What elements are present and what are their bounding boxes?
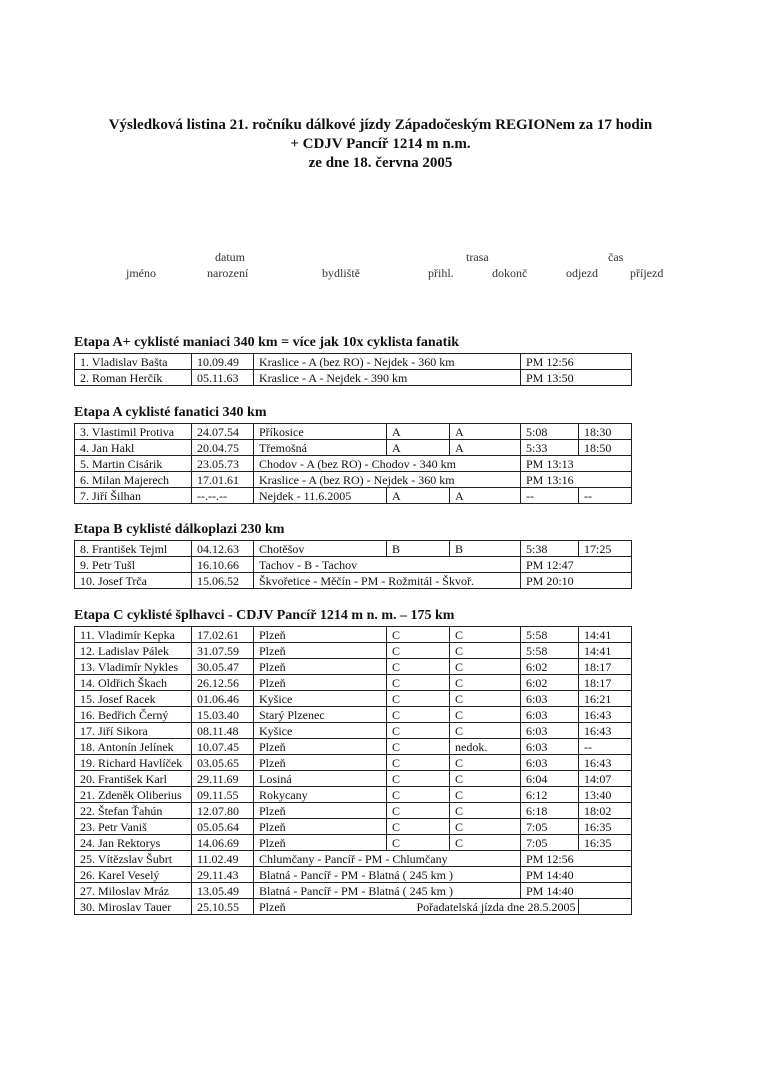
cell-born: 29.11.69	[192, 771, 254, 787]
header-datum: datum	[215, 250, 245, 264]
cell-place: Plzeň	[254, 899, 387, 915]
cell-born: 11.02.49	[192, 851, 254, 867]
cell-prijezd: 16:35	[579, 835, 632, 851]
header-odjezd: odjezd	[566, 266, 598, 280]
cell-prihl: A	[387, 488, 450, 504]
cell-name: 2. Roman Herčík	[75, 370, 192, 386]
cell-prijezd: 16:43	[579, 755, 632, 771]
header-cas: čas	[608, 250, 624, 264]
table-row	[75, 835, 632, 851]
table-row	[75, 899, 632, 915]
cell-name: 9. Petr Tušl	[75, 557, 192, 573]
header-prijezd: příjezd	[630, 266, 664, 280]
cell-prijezd: 14:07	[579, 771, 632, 787]
cell-born: 10.07.45	[192, 739, 254, 755]
cell-born: --.--.--	[192, 488, 254, 504]
table-row	[75, 659, 632, 675]
cell-born: 09.11.55	[192, 787, 254, 803]
cell-born: 17.01.61	[192, 472, 254, 488]
cell-name: 7. Jiří Šilhan	[75, 488, 192, 504]
cell-odjezd: PM 13:13	[521, 456, 632, 472]
cell-name: 11. Vladimír Kepka	[75, 627, 192, 643]
cell-born: 05.11.63	[192, 370, 254, 386]
cell-prihl: C	[387, 787, 450, 803]
cell-born: 26.12.56	[192, 675, 254, 691]
cell-name: 21. Zdeněk Oliberius	[75, 787, 192, 803]
cell-born: 24.07.54	[192, 424, 254, 440]
cell-odjezd: 5:08	[521, 424, 579, 440]
cell-dokonc: A	[450, 488, 521, 504]
cell-dokonc: nedok.	[450, 739, 521, 755]
results-table	[74, 353, 632, 386]
cell-dokonc: C	[450, 787, 521, 803]
cell-place: Plzeň	[254, 739, 387, 755]
document-subtitle: + CDJV Pancíř 1214 m n.m.	[290, 136, 471, 152]
header-prihl: přihl.	[428, 266, 454, 280]
header-jmeno: jméno	[126, 266, 156, 280]
table-row	[75, 867, 632, 883]
table-row	[75, 488, 632, 504]
cell-prijezd: 13:40	[579, 787, 632, 803]
cell-name: 25. Vítězslav Šubrt	[75, 851, 192, 867]
cell-prihl: C	[387, 835, 450, 851]
cell-dokonc: B	[450, 541, 521, 557]
cell-name: 12. Ladislav Pálek	[75, 643, 192, 659]
cell-odjezd: 6:02	[521, 675, 579, 691]
cell-place: Plzeň	[254, 803, 387, 819]
cell-name: 17. Jiří Sikora	[75, 723, 192, 739]
cell-odjezd: 7:05	[521, 835, 579, 851]
cell-odjezd: 5:38	[521, 541, 579, 557]
cell-route: Chlumčany - Pancíř - PM - Chlumčany	[254, 851, 521, 867]
cell-born: 13.05.49	[192, 883, 254, 899]
cell-odjezd: PM 20:10	[521, 573, 632, 589]
cell-odjezd: 5:58	[521, 627, 579, 643]
table-row	[75, 851, 632, 867]
cell-odjezd: 6:12	[521, 787, 579, 803]
cell-odjezd: PM 13:50	[521, 370, 632, 386]
cell-born: 15.06.52	[192, 573, 254, 589]
cell-born: 14.06.69	[192, 835, 254, 851]
cell-place: Plzeň	[254, 627, 387, 643]
cell-name: 6. Milan Majerech	[75, 472, 192, 488]
cell-prijezd: 16:43	[579, 707, 632, 723]
cell-prijezd: 18:02	[579, 803, 632, 819]
table-row	[75, 456, 632, 472]
table-row	[75, 771, 632, 787]
cell-place: Rokycany	[254, 787, 387, 803]
cell-place: Losiná	[254, 771, 387, 787]
section-title: Etapa C cyklisté šplhavci - CDJV Pancíř 1214 m n. m. – 175 km	[74, 608, 455, 623]
cell-born: 05.05.64	[192, 819, 254, 835]
cell-name: 22. Štefan Ťahún	[75, 803, 192, 819]
cell-prihl: C	[387, 739, 450, 755]
cell-prihl: C	[387, 755, 450, 771]
cell-born: 17.02.61	[192, 627, 254, 643]
cell-dokonc: C	[450, 835, 521, 851]
cell-prijezd: --	[579, 488, 632, 504]
cell-name: 15. Josef Racek	[75, 691, 192, 707]
table-row	[75, 691, 632, 707]
cell-odjezd: 6:02	[521, 659, 579, 675]
cell-born: 10.09.49	[192, 354, 254, 370]
cell-dokonc: C	[450, 707, 521, 723]
cell-dokonc: C	[450, 723, 521, 739]
cell-odjezd: PM 14:40	[521, 867, 632, 883]
cell-dokonc: C	[450, 659, 521, 675]
cell-dokonc: C	[450, 755, 521, 771]
table-row	[75, 354, 632, 370]
table-row	[75, 819, 632, 835]
cell-name: 8. František Tejml	[75, 541, 192, 557]
cell-prihl: C	[387, 707, 450, 723]
cell-prijezd: 14:41	[579, 627, 632, 643]
table-row	[75, 883, 632, 899]
cell-prihl: C	[387, 723, 450, 739]
cell-name: 10. Josef Trča	[75, 573, 192, 589]
table-row	[75, 707, 632, 723]
cell-route: Kraslice - A (bez RO) - Nejdek - 360 km	[254, 472, 521, 488]
cell-name: 26. Karel Veselý	[75, 867, 192, 883]
cell-prihl: C	[387, 675, 450, 691]
cell-odjezd: 6:18	[521, 803, 579, 819]
cell-route: Blatná - Pancíř - PM - Blatná ( 245 km )	[254, 867, 521, 883]
cell-dokonc: C	[450, 803, 521, 819]
cell-place: Kyšice	[254, 723, 387, 739]
cell-prijezd: 14:41	[579, 643, 632, 659]
cell-born: 29.11.43	[192, 867, 254, 883]
cell-name: 24. Jan Rektorys	[75, 835, 192, 851]
cell-odjezd: 6:03	[521, 755, 579, 771]
cell-name: 5. Martin Cisárik	[75, 456, 192, 472]
cell-prijezd: 18:17	[579, 675, 632, 691]
cell-name: 1. Vladislav Bašta	[75, 354, 192, 370]
cell-prihl: C	[387, 643, 450, 659]
cell-prijezd: 16:35	[579, 819, 632, 835]
cell-prijezd: 18:50	[579, 440, 632, 456]
cell-odjezd: 7:05	[521, 819, 579, 835]
cell-prihl: A	[387, 424, 450, 440]
section-title: Etapa B cyklisté dálkoplazi 230 km	[74, 522, 285, 537]
cell-place: Starý Plzenec	[254, 707, 387, 723]
cell-place: Plzeň	[254, 675, 387, 691]
document-title: Výsledková listina 21. ročníku dálkové jízdy Západočeským REGIONem za 17 hodin	[108, 117, 653, 133]
cell-route: Chodov - A (bez RO) - Chodov - 340 km	[254, 456, 521, 472]
results-table	[74, 540, 632, 589]
cell-name: 20. František Karl	[75, 771, 192, 787]
cell-name: 16. Bedřich Černý	[75, 707, 192, 723]
cell-name: 30. Miroslav Tauer	[75, 899, 192, 915]
cell-born: 23.05.73	[192, 456, 254, 472]
cell-born: 16.10.66	[192, 557, 254, 573]
cell-prihl: C	[387, 819, 450, 835]
cell-odjezd: 6:03	[521, 723, 579, 739]
cell-prihl: C	[387, 803, 450, 819]
cell-dokonc: C	[450, 627, 521, 643]
table-row	[75, 739, 632, 755]
cell-odjezd: --	[521, 488, 579, 504]
cell-born: 03.05.65	[192, 755, 254, 771]
cell-prihl: B	[387, 541, 450, 557]
cell-born: 20.04.75	[192, 440, 254, 456]
cell-place: Chotěšov	[254, 541, 387, 557]
cell-route: Kraslice - A (bez RO) - Nejdek - 360 km	[254, 354, 521, 370]
cell-name: 4. Jan Hakl	[75, 440, 192, 456]
cell-prijezd: 18:30	[579, 424, 632, 440]
cell-odjezd	[579, 899, 632, 915]
cell-note: Pořadatelská jízda dne 28.5.2005	[387, 899, 579, 915]
cell-name: 3. Vlastimil Protiva	[75, 424, 192, 440]
header-narozeni: narození	[207, 266, 249, 280]
cell-born: 04.12.63	[192, 541, 254, 557]
cell-born: 01.06.46	[192, 691, 254, 707]
cell-dokonc: C	[450, 771, 521, 787]
cell-odjezd: 6:04	[521, 771, 579, 787]
cell-prihl: A	[387, 440, 450, 456]
header-dokonc: dokonč	[492, 266, 528, 280]
section-title: Etapa A+ cyklisté maniaci 340 km = více jak 10x cyklista fanatik	[74, 335, 460, 350]
table-row	[75, 472, 632, 488]
cell-dokonc: A	[450, 424, 521, 440]
table-row	[75, 675, 632, 691]
table-row	[75, 755, 632, 771]
cell-prihl: C	[387, 771, 450, 787]
results-table	[74, 626, 632, 915]
cell-name: 14. Oldřich Škach	[75, 675, 192, 691]
cell-dokonc: C	[450, 675, 521, 691]
cell-place: Třemošná	[254, 440, 387, 456]
cell-prijezd: 16:21	[579, 691, 632, 707]
cell-prihl: C	[387, 627, 450, 643]
cell-prijezd: 16:43	[579, 723, 632, 739]
cell-prijezd: 17:25	[579, 541, 632, 557]
table-row	[75, 573, 632, 589]
cell-odjezd: 5:33	[521, 440, 579, 456]
cell-odjezd: PM 12:47	[521, 557, 632, 573]
table-row	[75, 787, 632, 803]
cell-dokonc: A	[450, 440, 521, 456]
cell-place: Kyšice	[254, 691, 387, 707]
table-row	[75, 557, 632, 573]
cell-born: 08.11.48	[192, 723, 254, 739]
document-date: ze dne 18. června 2005	[308, 155, 453, 171]
header-trasa: trasa	[466, 250, 489, 264]
cell-dokonc: C	[450, 643, 521, 659]
table-row	[75, 803, 632, 819]
cell-prihl: C	[387, 691, 450, 707]
table-row	[75, 370, 632, 386]
cell-route: Blatná - Pancíř - PM - Blatná ( 245 km )	[254, 883, 521, 899]
section-title: Etapa A cyklisté fanatici 340 km	[74, 405, 267, 420]
cell-born: 30.05.47	[192, 659, 254, 675]
results-table	[74, 423, 632, 504]
cell-name: 19. Richard Havlíček	[75, 755, 192, 771]
cell-place: Nejdek - 11.6.2005	[254, 488, 387, 504]
cell-place: Plzeň	[254, 643, 387, 659]
cell-place: Příkosice	[254, 424, 387, 440]
cell-name: 23. Petr Vaniš	[75, 819, 192, 835]
cell-place: Plzeň	[254, 659, 387, 675]
table-row	[75, 541, 632, 557]
table-row	[75, 723, 632, 739]
cell-dokonc: C	[450, 819, 521, 835]
cell-place: Plzeň	[254, 755, 387, 771]
cell-odjezd: PM 13:16	[521, 472, 632, 488]
cell-odjezd: PM 14:40	[521, 883, 632, 899]
cell-route: Kraslice - A - Nejdek - 390 km	[254, 370, 521, 386]
table-row	[75, 643, 632, 659]
cell-route: Škvořetice - Měčín - PM - Rožmitál - Škvoř.	[254, 573, 521, 589]
cell-name: 27. Miloslav Mráz	[75, 883, 192, 899]
cell-place: Plzeň	[254, 835, 387, 851]
cell-place: Plzeň	[254, 819, 387, 835]
cell-odjezd: 6:03	[521, 691, 579, 707]
cell-born: 15.03.40	[192, 707, 254, 723]
cell-dokonc: C	[450, 691, 521, 707]
header-bydliste: bydliště	[322, 266, 360, 280]
cell-odjezd: 5:58	[521, 643, 579, 659]
table-row	[75, 627, 632, 643]
cell-born: 31.07.59	[192, 643, 254, 659]
cell-born: 12.07.80	[192, 803, 254, 819]
cell-route: Tachov - B - Tachov	[254, 557, 521, 573]
cell-odjezd: PM 12:56	[521, 851, 632, 867]
cell-prijezd: 18:17	[579, 659, 632, 675]
cell-odjezd: PM 12:56	[521, 354, 632, 370]
cell-odjezd: 6:03	[521, 707, 579, 723]
cell-prihl: C	[387, 659, 450, 675]
cell-born: 25.10.55	[192, 899, 254, 915]
table-row	[75, 440, 632, 456]
cell-odjezd: 6:03	[521, 739, 579, 755]
table-row	[75, 424, 632, 440]
cell-name: 18. Antonín Jelínek	[75, 739, 192, 755]
cell-prijezd: --	[579, 739, 632, 755]
cell-name: 13. Vladimír Nykles	[75, 659, 192, 675]
